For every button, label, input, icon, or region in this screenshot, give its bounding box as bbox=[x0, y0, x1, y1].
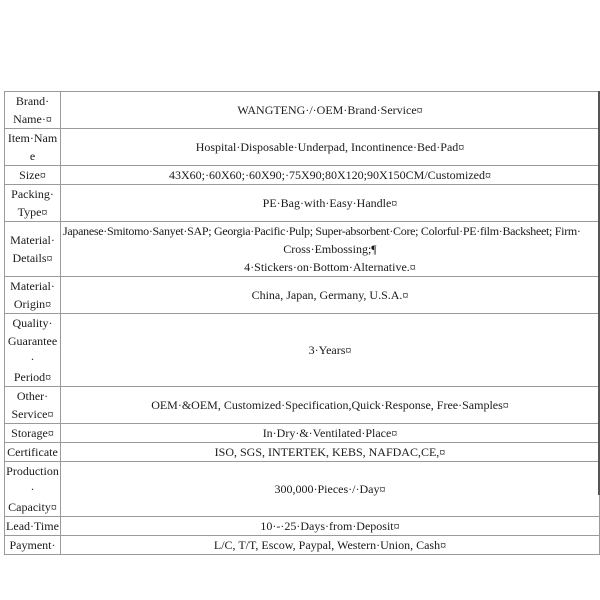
value-line: 10·-·25·Days·from·Deposit¤ bbox=[260, 519, 400, 533]
table-row-storage bbox=[5, 424, 600, 443]
label-line: Capacity¤ bbox=[8, 500, 57, 514]
row-value bbox=[61, 443, 600, 462]
value-line: L/C, T/T, Escow, Paypal, Western·Union, Cash¤ bbox=[213, 538, 447, 552]
label-line: Quality· bbox=[12, 316, 53, 330]
label-line: Payment· bbox=[9, 538, 56, 552]
label-line: Type¤ bbox=[17, 205, 48, 219]
value-line: In·Dry·&·Ventilated·Place¤ bbox=[262, 426, 398, 440]
table-row-other-service bbox=[5, 387, 600, 424]
value-line: ISO, SGS, INTERTEK, KEBS, NAFDAC,CE,¤ bbox=[214, 445, 446, 459]
row-value bbox=[61, 314, 600, 387]
label-line: Material· bbox=[10, 279, 55, 293]
row-label bbox=[5, 517, 61, 536]
row-value bbox=[61, 517, 600, 536]
row-value bbox=[61, 129, 600, 166]
row-value bbox=[61, 185, 600, 222]
table-row-quality-guarantee bbox=[5, 314, 600, 387]
row-label bbox=[5, 222, 61, 277]
row-label bbox=[5, 185, 61, 222]
row-label bbox=[5, 277, 61, 314]
value-line: 4·Stickers·on·Bottom·Alternative.¤ bbox=[244, 260, 416, 274]
label-line: Details¤ bbox=[12, 251, 53, 265]
table-row-payment bbox=[5, 536, 600, 555]
table-row-size bbox=[5, 166, 600, 185]
label-line: Guarantee· bbox=[7, 334, 58, 366]
value-line: 3·Years¤ bbox=[308, 343, 352, 357]
label-line: Material· bbox=[10, 233, 55, 247]
label-line: Other· bbox=[16, 389, 49, 403]
row-label bbox=[5, 536, 61, 555]
product-spec-table bbox=[4, 91, 600, 555]
value-line: Hospital·Disposable·Underpad, Incontinence·Bed·Pad¤ bbox=[195, 140, 465, 154]
table-row-packing-type bbox=[5, 185, 600, 222]
row-label bbox=[5, 462, 61, 517]
label-line: Brand· bbox=[15, 94, 50, 108]
value-line: China, Japan, Germany, U.S.A.¤ bbox=[251, 288, 409, 302]
row-label bbox=[5, 92, 61, 129]
row-label bbox=[5, 166, 61, 185]
label-line: Origin¤ bbox=[13, 297, 52, 311]
label-line: Service¤ bbox=[11, 407, 54, 421]
value-line: Cross·Embossing;¶ bbox=[283, 242, 377, 256]
table-row-material-details bbox=[5, 222, 600, 277]
value-line: Japanese·Smitomo·Sanyet·SAP; Georgia·Pacific·Pulp; Super-absorbent·Core; Colorful·PE·film·Backsheet; Firm· bbox=[63, 224, 581, 238]
table-row-item-name bbox=[5, 129, 600, 166]
label-line: Storage¤ bbox=[11, 426, 54, 440]
label-line: Packing· bbox=[11, 187, 54, 201]
label-line: Item·Name bbox=[7, 131, 58, 163]
row-label bbox=[5, 424, 61, 443]
value-line: 43X60;·60X60;·60X90;·75X90;80X120;90X150CM/Customized¤ bbox=[169, 168, 491, 182]
row-value bbox=[61, 166, 600, 185]
row-label bbox=[5, 443, 61, 462]
label-line: Size¤ bbox=[19, 168, 46, 182]
row-label bbox=[5, 129, 61, 166]
table-row-lead-time bbox=[5, 517, 600, 536]
row-value bbox=[61, 222, 600, 277]
row-value bbox=[61, 277, 600, 314]
label-line: Name·¤ bbox=[13, 112, 52, 126]
value-line: 300,000·Pieces·/·Day¤ bbox=[274, 482, 386, 496]
table-row-brand-name bbox=[5, 92, 600, 129]
value-line: PE·Bag·with·Easy·Handle¤ bbox=[262, 196, 398, 210]
label-line: Period¤ bbox=[13, 370, 52, 384]
table-row-certificate bbox=[5, 443, 600, 462]
row-value bbox=[61, 387, 600, 424]
label-line: Production· bbox=[6, 464, 59, 496]
row-value bbox=[61, 424, 600, 443]
row-value bbox=[61, 536, 600, 555]
label-line: Lead·Time bbox=[6, 519, 59, 533]
table-row-material-origin bbox=[5, 277, 600, 314]
row-value bbox=[61, 92, 600, 129]
label-line: Certificate bbox=[7, 445, 58, 459]
value-line: OEM·&OEM, Customized·Specification,Quick·Response, Free·Samples¤ bbox=[151, 398, 509, 412]
row-label bbox=[5, 387, 61, 424]
row-label bbox=[5, 314, 61, 387]
table-row-production-capacity bbox=[5, 462, 600, 517]
value-line: WANGTENG·/·OEM·Brand·Service¤ bbox=[237, 103, 423, 117]
row-value bbox=[61, 462, 600, 517]
